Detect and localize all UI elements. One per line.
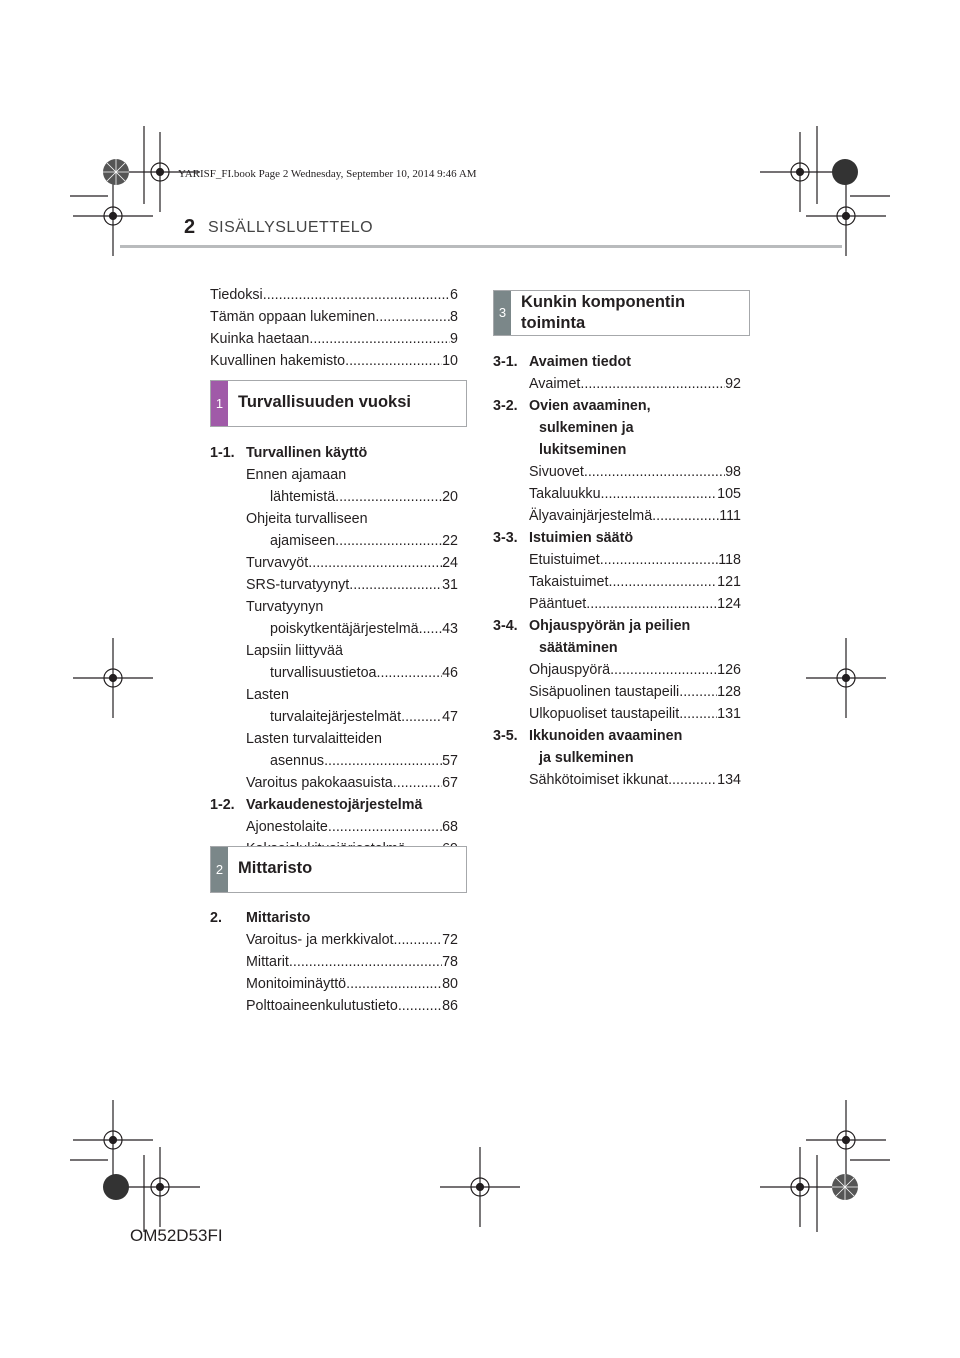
toc-entry-label: Ulkopuoliset taustapeilit — [529, 706, 680, 722]
toc-entry-label: asennus — [270, 753, 325, 769]
toc-entry-label: turvalaitejärjestelmät — [270, 709, 402, 725]
toc-entry-label: Takaistuimet — [529, 574, 609, 590]
section-title — [529, 351, 631, 373]
toc-page-number: 86 — [442, 998, 458, 1014]
toc-entry — [529, 549, 741, 571]
toc-entry — [529, 461, 741, 483]
toc-entry-label: lähtemistä — [270, 489, 336, 505]
toc-entry-line — [270, 486, 458, 508]
toc-entry-label: Tämän oppaan lukeminen — [210, 309, 376, 325]
dot-leader — [398, 995, 442, 1017]
toc-page-number: 20 — [442, 489, 458, 505]
section-number: 2. — [210, 910, 222, 926]
toc-page-number: 80 — [442, 976, 458, 992]
toc-page-number: 128 — [717, 684, 741, 700]
toc-entry — [529, 593, 741, 615]
toc-entry-line — [246, 973, 458, 995]
toc-entry-label: Älyavainjärjestelmä — [529, 508, 653, 524]
section-number: 3-4. — [493, 618, 518, 634]
toc-page-number: 124 — [717, 596, 741, 612]
toc-page-number: 131 — [717, 706, 741, 722]
section-heading — [210, 442, 458, 464]
section-title-line: Avaimen tiedot — [529, 354, 631, 370]
toc-entry-line — [529, 483, 741, 505]
toc-entry — [246, 640, 458, 684]
toc-entry-line — [270, 706, 458, 728]
toc-entry — [529, 659, 741, 681]
toc-page-number: 22 — [442, 533, 458, 549]
toc-entry-line — [270, 530, 458, 552]
section-title — [529, 527, 633, 549]
toc-entry — [246, 951, 458, 973]
dot-leader — [335, 486, 442, 508]
toc-entry — [246, 728, 458, 772]
toc-entry-line — [529, 659, 741, 681]
toc-entry-line — [529, 373, 741, 395]
toc-entry — [210, 306, 458, 328]
toc-entry-label: Ohjauspyörä — [529, 662, 611, 678]
section-title: Varkaudenestojärjestelmä — [246, 797, 423, 813]
toc-page-number: 72 — [442, 932, 458, 948]
section-heading — [493, 725, 741, 769]
section-title-line: sulkeminen ja — [539, 420, 634, 436]
dot-leader — [580, 373, 725, 395]
dot-leader — [349, 574, 442, 596]
toc-entry-line — [529, 681, 741, 703]
toc-entry — [529, 483, 741, 505]
toc-entry-line — [246, 574, 458, 596]
toc-entry-label: Varoitus- ja merkkivalot — [246, 932, 394, 948]
dot-leader — [586, 593, 717, 615]
toc-page-number: 134 — [717, 772, 741, 788]
section-number: 1-1. — [210, 445, 235, 461]
print-slug: YARISF_FI.book Page 2 Wednesday, September 10, 2014 9:46 AM — [178, 168, 477, 180]
toc-entry-label: Sisäpuolinen taustapeili — [529, 684, 680, 700]
toc-entry — [210, 284, 458, 306]
dot-leader — [263, 284, 450, 306]
chapter-1-title: Turvallisuuden vuoksi — [238, 393, 411, 411]
chapter-2-box — [210, 846, 467, 893]
toc-page-number: 78 — [442, 954, 458, 970]
dot-leader — [345, 350, 442, 372]
dot-leader — [679, 681, 717, 703]
section-heading — [210, 907, 458, 929]
section-title: Turvallinen käyttö — [246, 445, 368, 461]
chapter-2-tab: 2 — [211, 847, 228, 892]
toc-entry — [246, 929, 458, 951]
toc-entry-label: Etuistuimet — [529, 552, 600, 568]
toc-entry — [246, 552, 458, 574]
toc-entry-line — [246, 552, 458, 574]
toc-entry — [246, 772, 458, 794]
toc-entry — [246, 973, 458, 995]
dot-leader — [308, 552, 442, 574]
toc-entry-label: SRS-turvatyynyt — [246, 577, 350, 593]
section-title — [529, 725, 682, 769]
toc-entry — [529, 373, 741, 395]
document-code: OM52D53FI — [130, 1226, 223, 1245]
section-title-line: Ovien avaaminen, — [529, 398, 651, 414]
toc-entry-label: poiskytkentäjärjestelmä — [270, 621, 419, 637]
section-title-line: Ikkunoiden avaaminen — [529, 728, 683, 744]
dot-leader — [601, 483, 718, 505]
dot-leader — [401, 706, 442, 728]
toc-entry — [529, 681, 741, 703]
toc-page-number: 68 — [442, 819, 458, 835]
dot-leader — [377, 662, 443, 684]
toc-page-number: 105 — [717, 486, 741, 502]
toc-page-number: 111 — [719, 508, 741, 524]
dot-leader — [668, 769, 717, 791]
toc-entry — [529, 703, 741, 725]
section-title-line: Ohjauspyörän ja peilien — [529, 618, 691, 634]
toc-entry-label: Ajonestolaite — [246, 819, 328, 835]
page-number: 2 — [184, 216, 196, 238]
section-heading — [493, 527, 741, 549]
dot-leader — [335, 530, 442, 552]
section-heading — [493, 615, 741, 659]
toc-entry-label: turvallisuustietoa — [270, 665, 377, 681]
toc-entry — [246, 684, 458, 728]
toc-entry-label: Pääntuet — [529, 596, 587, 612]
toc-page-number: 46 — [442, 665, 458, 681]
toc-page-number: 9 — [450, 331, 458, 347]
toc-entry-label: Mittarit — [246, 954, 289, 970]
toc-entry-label: Turvavyöt — [246, 555, 309, 571]
toc-page-number: 47 — [442, 709, 458, 725]
dot-leader — [584, 461, 725, 483]
section-title-line: säätäminen — [539, 640, 618, 656]
toc-entry-line — [529, 769, 741, 791]
section-title-line: lukitseminen — [539, 442, 627, 458]
page-title: SISÄLLYSLUETTELO — [208, 219, 374, 236]
toc-page-number: 92 — [725, 376, 741, 392]
section-heading — [210, 794, 458, 816]
toc-entry-label: Sähkötoimiset ikkunat — [529, 772, 669, 788]
toc-entry-label: Polttoaineenkulutustieto — [246, 998, 398, 1014]
toc-entry — [246, 596, 458, 640]
toc-entry-line — [529, 703, 741, 725]
toc-entry-line — [246, 995, 458, 1017]
toc-entry-line — [246, 816, 458, 838]
section-number: 3-3. — [493, 530, 518, 546]
section-title-line: ja sulkeminen — [539, 750, 634, 766]
toc-entry-label: Takaluukku — [529, 486, 601, 502]
section-title-line: Istuimien säätö — [529, 530, 634, 546]
toc-entry — [246, 574, 458, 596]
section-number: 3-5. — [493, 728, 518, 744]
toc-entry-label: ajamiseen — [270, 533, 336, 549]
toc-entry-label: Varoitus pakokaasuista — [246, 775, 393, 791]
dot-leader — [652, 505, 719, 527]
toc-entry-line — [246, 951, 458, 973]
chapter-3-box — [493, 290, 750, 336]
toc-entry-label: Tiedoksi — [210, 287, 263, 303]
toc-page-number: 67 — [442, 775, 458, 791]
toc-entry-line — [529, 571, 741, 593]
toc-entry-label: Kuvallinen hakemisto — [210, 353, 346, 369]
dot-leader — [328, 816, 442, 838]
toc-entry — [246, 464, 458, 508]
toc-entry-label: Ennen ajamaan — [246, 467, 347, 483]
toc-entry-line — [246, 772, 458, 794]
chapter-2-title: Mittaristo — [238, 859, 313, 877]
toc-entry-label: Kuinka haetaan — [210, 331, 310, 347]
toc-entry-line — [246, 929, 458, 951]
toc-entry — [210, 328, 458, 350]
toc-page-number: 118 — [718, 552, 741, 568]
toc-left-column — [210, 284, 458, 372]
section-number: 1-2. — [210, 797, 235, 813]
toc-entry — [246, 816, 458, 838]
section-heading — [493, 351, 741, 373]
toc-entry — [529, 505, 741, 527]
dot-leader — [309, 328, 450, 350]
toc-entry-line — [529, 505, 741, 527]
toc-page-number: 8 — [450, 309, 458, 325]
chapter-3-title: Kunkin komponentin toiminta — [521, 293, 686, 332]
dot-leader — [346, 973, 442, 995]
toc-page-number: 121 — [717, 574, 741, 590]
toc-entry-line — [529, 461, 741, 483]
toc-entry — [246, 995, 458, 1017]
toc-entry-line — [270, 750, 458, 772]
toc-entry — [246, 508, 458, 552]
section-number: 3-2. — [493, 398, 518, 414]
toc-entry-line — [529, 549, 741, 571]
dot-leader — [394, 929, 443, 951]
chapter-1-tab: 1 — [211, 381, 228, 426]
toc-entry — [529, 769, 741, 791]
dot-leader — [324, 750, 442, 772]
dot-leader — [608, 571, 717, 593]
section-title — [529, 615, 690, 659]
toc-page-number: 126 — [717, 662, 741, 678]
toc-entry-label: Lasten — [246, 687, 289, 703]
dot-leader — [393, 772, 442, 794]
section-title: Mittaristo — [246, 910, 311, 926]
header-rule — [120, 245, 842, 248]
toc-entry-line — [529, 593, 741, 615]
toc-page-number: 6 — [450, 287, 458, 303]
chapter-2-entries — [210, 907, 458, 1017]
dot-leader — [679, 703, 717, 725]
dot-leader — [600, 549, 718, 571]
dot-leader — [375, 306, 450, 328]
section-heading — [493, 395, 741, 461]
toc-entry-label: Turvatyynyn — [246, 599, 324, 615]
toc-entry — [210, 350, 458, 372]
toc-page-number: 10 — [442, 353, 458, 369]
toc-entry-line — [270, 662, 458, 684]
toc-entry-label: Sivuovet — [529, 464, 584, 480]
toc-entry-label: Lapsiin liittyvää — [246, 643, 343, 659]
chapter-1-box — [210, 380, 467, 427]
toc-page-number: 24 — [442, 555, 458, 571]
section-title — [529, 395, 651, 461]
toc-entry — [529, 571, 741, 593]
toc-page-number: 31 — [442, 577, 458, 593]
toc-entry-label: Ohjeita turvalliseen — [246, 511, 368, 527]
dot-leader — [610, 659, 717, 681]
toc-page-number: 98 — [725, 464, 741, 480]
chapter-3-tab: 3 — [494, 291, 511, 335]
dot-leader — [289, 951, 442, 973]
toc-entry-line — [270, 618, 458, 640]
chapter-3-entries — [493, 351, 741, 791]
toc-entry-label: Lasten turvalaitteiden — [246, 731, 382, 747]
intro-list — [210, 284, 458, 372]
section-number: 3-1. — [493, 354, 518, 370]
chapter-1-entries — [210, 442, 458, 860]
toc-entry-label: Avaimet — [529, 376, 581, 392]
toc-page-number: 57 — [442, 753, 458, 769]
toc-page-number: 43 — [442, 621, 458, 637]
dot-leader — [419, 618, 442, 640]
toc-entry-label: Monitoiminäyttö — [246, 976, 347, 992]
